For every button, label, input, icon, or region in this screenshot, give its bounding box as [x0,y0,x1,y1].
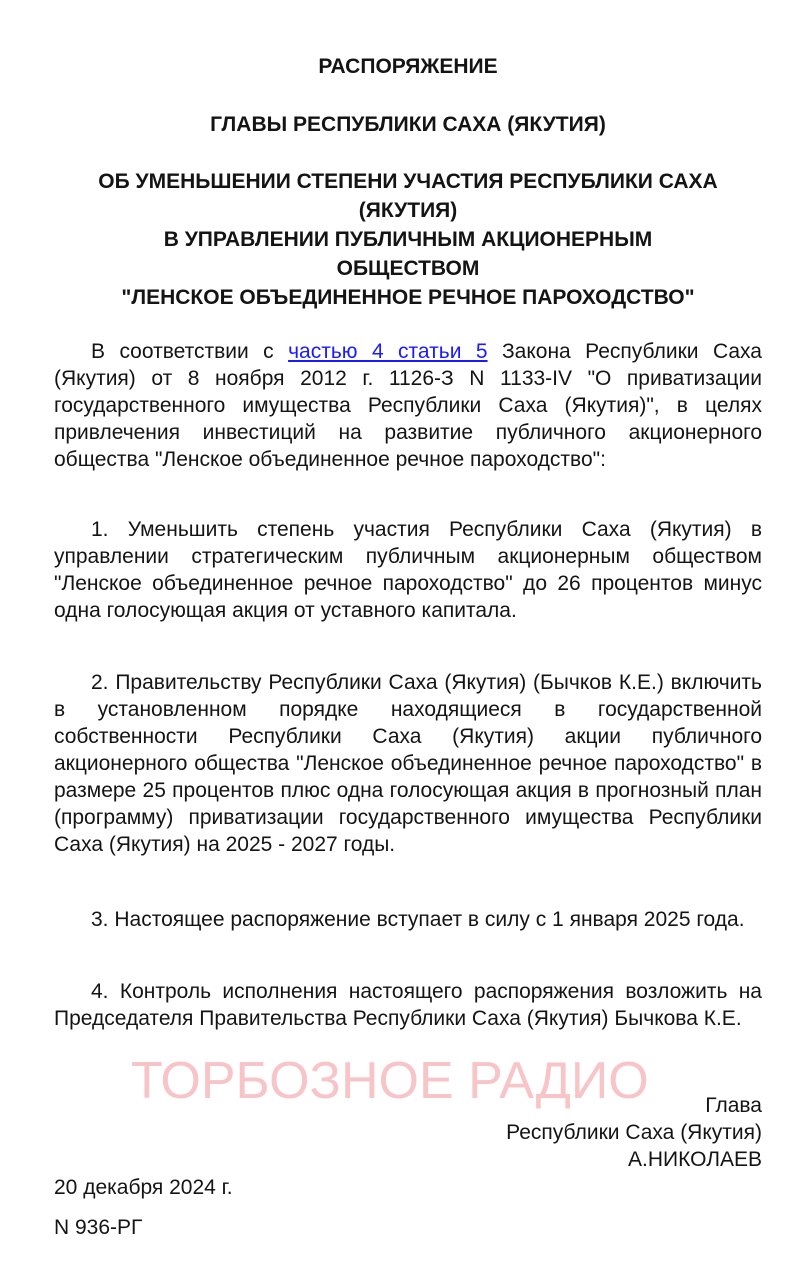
watermark-text: ТОРБОЗНОЕ РАДИО [131,1052,649,1110]
item-4-paragraph: 4. Контроль исполнения настоящего распоряжения возложить на Председателя Правительства Республики Саха (Якутия) Бычкова К.Е. [54,980,762,1030]
document-title: РАСПОРЯЖЕНИЕ [318,55,498,78]
signature-organization: Республики Саха (Якутия) [506,1121,762,1144]
law-article-link[interactable]: частью 4 статьи 5 [288,340,488,363]
document-date: 20 декабря 2024 г. [54,1176,233,1199]
preamble-text-after: Закона Республики Саха (Якутия) от 8 ноября 2012 г. 1126-З N 1133-IV "О приватизации государственного имущества Республики Саха (Якутия)", в целях привлечения инвестиций на развитие публичного акционерного общества "Ленское объединенное речное пароходство": [54,340,762,471]
signature-position: Глава [705,1094,762,1117]
preamble-text-before: В соответствии с [91,340,289,363]
signature-name: А.НИКОЛАЕВ [628,1148,762,1171]
subject-line-3: "ЛЕНСКОЕ ОБЪЕДИНЕННОЕ РЕЧНОЕ ПАРОХОДСТВО" [121,286,695,309]
document-number: N 936-РГ [54,1216,143,1239]
preamble-paragraph [54,338,762,473]
document-subject [54,167,762,312]
subject-line-1: ОБ УМЕНЬШЕНИИ СТЕПЕНИ УЧАСТИЯ РЕСПУБЛИКИ САХА (ЯКУТИЯ) [98,170,718,222]
item-2-paragraph: 2. Правительству Республики Саха (Якутия) (Бычков К.Е.) включить в установленном порядке находящиеся в государственной собственности Республики Саха (Якутия) акции публичного акционерного общества "Ленское объединенное речное пароходство" в размере 25 процентов плюс одна голосующая акция в прогнозный план (программу) приватизации государственного имущества Республики Саха (Якутия) на 2025 - 2027 годы. [54,671,762,856]
subject-line-2: В УПРАВЛЕНИИ ПУБЛИЧНЫМ АКЦИОНЕРНЫМ ОБЩЕСТВОМ [163,228,653,280]
document-issuer: ГЛАВЫ РЕСПУБЛИКИ САХА (ЯКУТИЯ) [210,113,606,136]
item-1-paragraph: 1. Уменьшить степень участия Республики Саха (Якутия) в управлении стратегическим публичным акционерным обществом "Ленское объединенное речное пароходство" до 26 процентов минус одна голосующая акция от уставного капитала. [54,518,762,622]
item-3-paragraph: 3. Настоящее распоряжение вступает в силу с 1 января 2025 года. [91,908,745,931]
